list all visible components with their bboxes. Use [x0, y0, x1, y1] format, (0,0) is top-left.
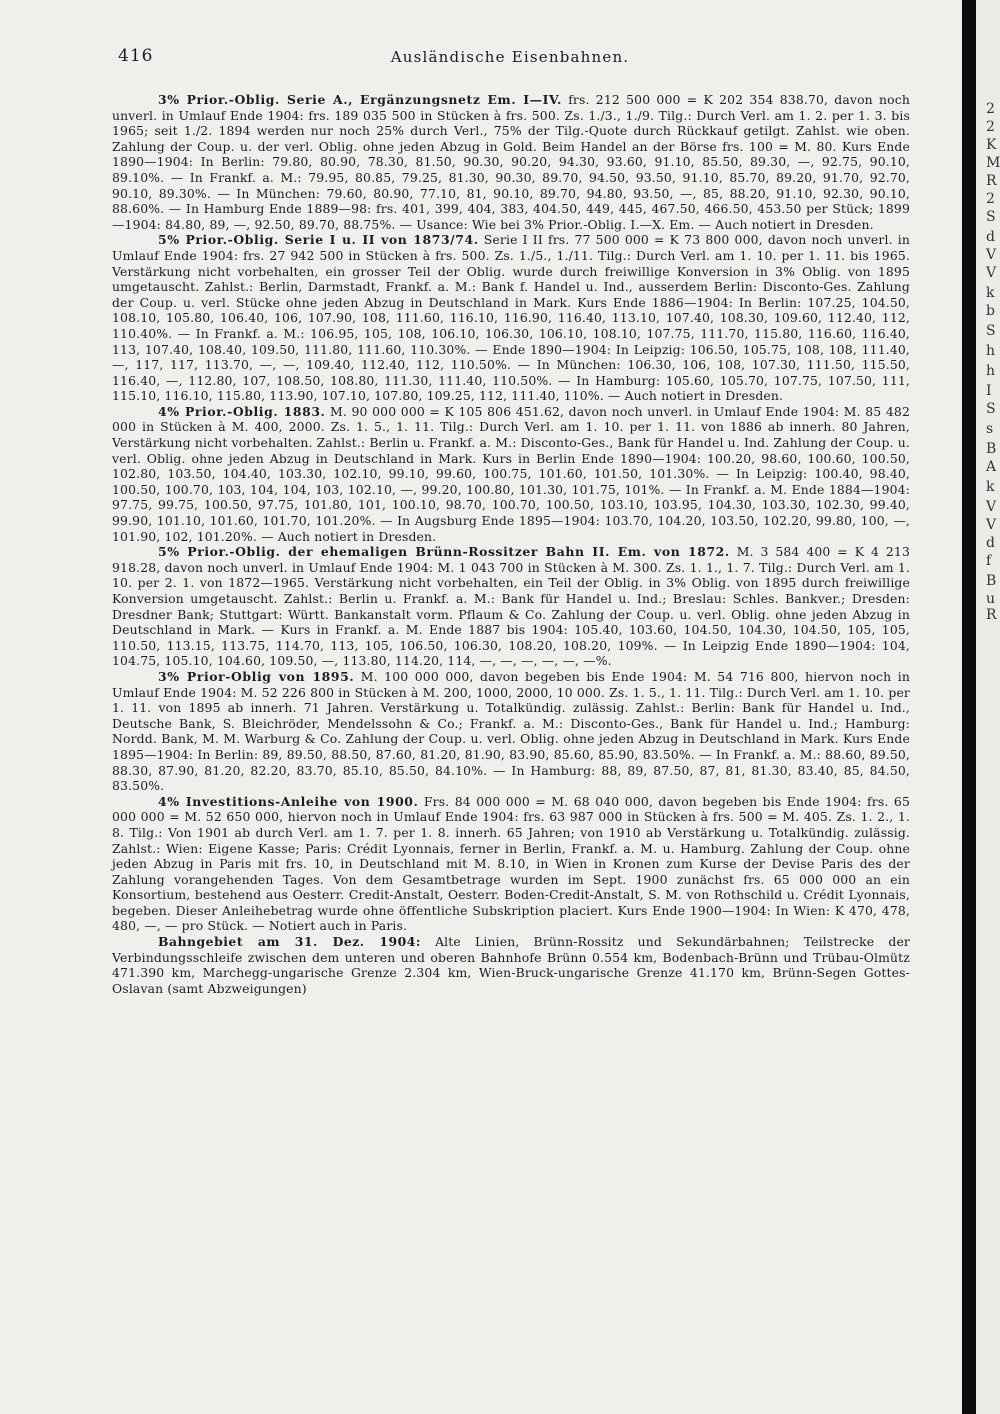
- adjacent-page-letter: V: [986, 499, 997, 515]
- bond-entry: [112, 92, 910, 232]
- adjacent-page-letter: u: [986, 591, 996, 607]
- adjacent-page-letter: 2: [986, 119, 995, 135]
- bond-entry: [112, 404, 910, 544]
- bond-description: Serie I II frs. 77 500 000 = K 73 800 000, davon noch unverl. in Umlauf Ende 1904: frs. 27 942 500 in Stücken à frs. 500. Zs. 1./5., 1./11. Tilg.: Durch Verl. am 1. 10. per 1. 11. bis 1965. Verstärkung nicht vorbehalten, ein grosser Teil der Oblig. wurde durch freiwillige Konversion in 3% Oblig. von 1895 umgetauscht. Zahlst.: Berlin, Darmstadt, Frankf. a. M.: Bank f. Handel u. Ind., ausserdem Berlin: Disconto-Ges. Zahlung der Coup. u. verl. Stücke ohne jeden Abzug in Deutschland in Mark. Kurs Ende 1886—1904: In Berlin: 107.25, 104.50, 108.10, 105.80, 106.40, 106, 107.90, 108, 111.60, 116.10, 116.90, 116.40, 113.10, 107.40, 108.30, 109.60, 112.40, 112, 110.40%. — In Frankf. a. M.: 106.95, 105, 108, 106.10, 106.30, 106.10, 108.10, 107.75, 111.70, 115.80, 116.60, 116.40, 113, 107.40, 108.40, 109.50, 111.80, 111.60, 110.30%. — Ende 1890—1904: In Leipzig: 106.50, 105.75, 108, 108, 111.40, —, 117, 117, 113.70, —, —, 109.40, 112.40, 112, 110.50%. — In München: 106.30, 106, 108, 107.30, 111.50, 115.50, 116.40, —, 112.80, 107, 108.50, 108.80, 111.30, 111.40, 110.50%. — In Hamburg: 105.60, 105.70, 107.75, 107.50, 111, 115.10, 116.10, 115.80, 113.90, 107.10, 107.80, 109.25, 112, 111.40, 110%. — Auch notiert in Dresden.: [112, 232, 911, 404]
- adjacent-page-letter: B: [986, 573, 997, 589]
- adjacent-page-letter: V: [986, 265, 997, 281]
- bond-heading: 5% Prior.-Oblig. der ehemaligen Brünn-Rossitzer Bahn II. Em. von 1872.: [158, 544, 730, 560]
- adjacent-page-letter: S: [986, 209, 996, 225]
- adjacent-page-letter: h: [986, 343, 996, 359]
- bond-description: M. 90 000 000 = K 105 806 451.62, davon noch unverl. in Umlauf Ende 1904: M. 85 482 000 in Stücken à M. 400, 2000. Zs. 1. 5., 1. 11. Tilg.: Durch Verl. am 1. 10. per 1. 11. von 1886 ab innerh. 80 Jahren, Verstärkung nicht vorbehalten. Zahlst.: Berlin u. Frankf. a. M.: Disconto-Ges., Bank für Handel u. Ind. Zahlung der Coup. u. verl. Oblig. ohne jeden Abzug in Deutschland in Mark. Kurs in Berlin Ende 1890—1904: 100.20, 98.60, 100.60, 100.50, 102.80, 103.50, 104.40, 103.30, 102.10, 99.10, 99.60, 100.75, 101.60, 101.50, 101.30%. — In Leipzig: 100.40, 98.40, 100.50, 100.70, 103, 104, 104, 103, 102.10, —, 99.20, 100.80, 101.30, 101.75, 101%. — In Frankf. a. M. Ende 1884—1904: 97.75, 99.75, 100.50, 97.75, 101.80, 101, 100.10, 98.70, 100.70, 100.50, 103.10, 103.95, 104.30, 103.30, 102.30, 99.40, 99.90, 101.10, 101.60, 101.70, 101.20%. — In Augsburg Ende 1895—1904: 103.70, 104.20, 103.50, 102.20, 99.80, 100, —, 101.90, 102, 101.20%. — Auch notiert in Dresden.: [112, 403, 910, 544]
- adjacent-page-letter: I: [986, 383, 992, 399]
- network-description: Alte Linien, Brünn-Rossitz und Sekundärbahnen; Teilstrecke der Verbindungsschleife zwischen dem unteren und oberen Bahnhofe Brünn 0.554 km, Bodenbach-Brünn und Trübau-Olmütz 471.390 km, Marchegg-ungarische Grenze 2.304 km, Wien-Bruck-ungarische Grenze 41.170 km, Brünn-Segen Gottes-Oslavan (samt Abzweigungen): [112, 934, 910, 996]
- adjacent-page-letter: d: [986, 535, 995, 551]
- adjacent-page-letter: f: [986, 553, 992, 569]
- bond-entry: [112, 544, 910, 669]
- network-heading: Bahngebiet am 31. Dez. 1904:: [158, 934, 421, 950]
- bond-heading: 3% Prior.-Oblig. Serie A., Ergänzungsnetz Em. I—IV.: [158, 92, 562, 107]
- bond-heading: 5% Prior.-Oblig. Serie I u. II von 1873/74.: [158, 232, 479, 248]
- bond-entry: [112, 669, 910, 794]
- bond-heading: 4% Prior.-Oblig. 1883.: [158, 403, 326, 419]
- page-header: [110, 46, 910, 74]
- bond-heading: 4% Investitions-Anleihe von 1900.: [158, 793, 419, 809]
- bond-description: Frs. 84 000 000 = M. 68 040 000, davon begeben bis Ende 1904: frs. 65 000 000 = M. 52 650 000, hiervon noch in Umlauf Ende 1904: frs. 63 987 000 in Stücken à frs. 500 = M. 405. Zs. 1. 2., 1. 8. Tilg.: Von 1901 ab durch Verl. am 1. 7. per 1. 8. innerh. 65 Jahren; von 1910 ab Verstärkung u. Totalkündig. zulässig. Zahlst.: Wien: Eigene Kasse; Paris: Crédit Lyonnais, ferner in Berlin, Frankf. a. M. u. Hamburg. Zahlung der Coup. ohne jeden Abzug in Paris mit frs. 10, in Deutschland mit M. 8.10, in Wien in Kronen zum Kurse der Devise Paris des der Zahlung vorangehenden Tages. Von dem Gesamtbetrage wurden im Sept. 1900 zunächst frs. 65 000 000 an ein Konsortium, bestehend aus Oesterr. Credit-Anstalt, Oesterr. Boden-Credit-Anstalt, S. M. von Rothschild u. Crédit Lyonnais, begeben. Dieser Anleihebetrag wurde ohne öffentliche Subskription placiert. Kurs Ende 1900—1904: In Wien: K 470, 478, 480, —, — pro Stück. — Notiert auch in Paris.: [112, 793, 910, 934]
- adjacent-page-letter: S: [986, 323, 996, 339]
- bond-description: frs. 212 500 000 = K 202 354 838.70, davon noch unverl. in Umlauf Ende 1904: frs. 189 035 500 in Stücken à frs. 500. Zs. 1./3., 1./9. Tilg.: Durch Verl. am 1. 2. per 1. 3. bis 1965; seit 1./2. 1894 werden nur noch 25% durch Verl., 75% der Tilg.-Quote durch Rückkauf getilgt. Zahlst. wie oben. Zahlung der Coup. u. der verl. Oblig. ohne jeden Abzug in Gold. Beim Handel an der Börse frs. 100 = M. 80. Kurs Ende 1890—1904: In Berlin: 79.80, 80.90, 78.30, 81.50, 90.30, 90.20, 94.30, 93.60, 91.10, 85.50, 89.30, —, 92.75, 90.10, 89.10%. — In Frankf. a. M.: 79.95, 80.85, 79.25, 81.30, 90.30, 89.70, 94.50, 93.50, 91.10, 85.70, 89.20, 91.70, 92.70, 90.10, 89.30%. — In München: 79.60, 80.90, 77.10, 81, 90.10, 89.70, 94.80, 93.50, —, 85, 88.20, 91.10, 92.30, 90.10, 88.60%. — In Hamburg Ende 1889—98: frs. 401, 399, 404, 383, 404.50, 449, 445, 467.50, 466.50, 453.50 per Stück; 1899—1904: 84.80, 89, —, 92.50, 89.70, 88.75%. — Usance: Wie bei 3% Prior.-Oblig. I.—X. Em. — Auch notiert in Dresden.: [112, 92, 910, 232]
- adjacent-page-letter: 2: [986, 101, 995, 117]
- adjacent-page-letter: d: [986, 229, 995, 245]
- adjacent-page-edge: [976, 0, 1000, 1414]
- adjacent-page-letter: k: [986, 479, 995, 495]
- bond-description: M. 3 584 400 = K 4 213 918.28, davon noch unverl. in Umlauf Ende 1904: M. 1 043 700 in Stücken à M. 300. Zs. 1. 1., 1. 7. Tilg.: Durch Verl. am 1. 10. per 2. 1. von 1872—1965. Verstärkung nicht vorbehalten, ein Teil der Oblig. in 3% Oblig. von 1895 durch freiwillige Konversion umgetauscht. Zahlst.: Berlin u. Frankf. a. M.: Bank für Handel u. Ind.; Breslau: Schles. Bankver.; Dresden: Dresdner Bank; Stuttgart: Württ. Bankanstalt vorm. Pflaum & Co. Zahlung der Coup. u. verl. Oblig. ohne jeden Abzug in Deutschland in Mark. — Kurs in Frankf. a. M. Ende 1887 bis 1904: 105.40, 103.60, 104.50, 104.30, 104.50, 105, 105, 110.50, 113.15, 113.75, 114.70, 113, 105, 106.50, 106.30, 108.20, 108.20, 109%. — In Leipzig Ende 1890—1904: 104, 104.75, 105.10, 104.60, 109.50, —, 113.80, 114.20, 114, —, —, —, —, —, —%.: [112, 544, 910, 669]
- adjacent-page-letter: S: [986, 401, 996, 417]
- page-number: 416: [118, 46, 154, 66]
- adjacent-page-letter: s: [986, 421, 994, 437]
- adjacent-page-letter: R: [986, 607, 997, 623]
- bond-entry: [112, 794, 910, 934]
- running-title: Ausländische Eisenbahnen.: [390, 48, 630, 66]
- adjacent-page-letter: b: [986, 303, 995, 319]
- adjacent-page-letter: R: [986, 173, 997, 189]
- adjacent-page-letter: h: [986, 363, 996, 379]
- adjacent-page-letter: V: [986, 517, 997, 533]
- adjacent-page-letter: M: [986, 155, 1000, 171]
- body-text: [112, 92, 910, 996]
- adjacent-page-letter: K: [986, 137, 997, 153]
- adjacent-page-letter: k: [986, 285, 995, 301]
- adjacent-page-letter: 2: [986, 191, 995, 207]
- book-gutter: [962, 0, 976, 1414]
- adjacent-page-letter: A: [986, 459, 997, 475]
- network-paragraph: [112, 934, 910, 996]
- bond-heading: 3% Prior-Oblig von 1895.: [158, 668, 355, 684]
- bond-description: M. 100 000 000, davon begeben bis Ende 1904: M. 54 716 800, hiervon noch in Umlauf Ende 1904: M. 52 226 800 in Stücken à M. 200, 1000, 2000, 10 000. Zs. 1. 5., 1. 11. Tilg.: Durch Verl. am 1. 10. per 1. 11. von 1895 ab innerh. 71 Jahren. Verstärkung u. Totalkündig. zulässig. Zahlst.: Berlin: Bank für Handel u. Ind., Deutsche Bank, S. Bleichröder, Mendelssohn & Co.; Frankf. a. M.: Disconto-Ges., Bank für Handel u. Ind.; Hamburg: Nordd. Bank, M. M. Warburg & Co. Zahlung der Coup. u. verl. Oblig. ohne jeden Abzug in Deutschland in Mark. Kurs Ende 1895—1904: In Berlin: 89, 89.50, 88.50, 87.60, 81.20, 81.90, 83.90, 85.60, 85.90, 83.50%. — In Frankf. a. M.: 88.60, 89.50, 88.30, 87.90, 81.20, 82.20, 83.70, 85.10, 85.50, 84.10%. — In Hamburg: 88, 89, 87.50, 87, 81, 81.30, 83.40, 85, 84.50, 83.50%.: [112, 668, 911, 794]
- adjacent-page-letter: B: [986, 441, 997, 457]
- adjacent-page-letter: V: [986, 247, 997, 263]
- bond-entry: [112, 232, 910, 404]
